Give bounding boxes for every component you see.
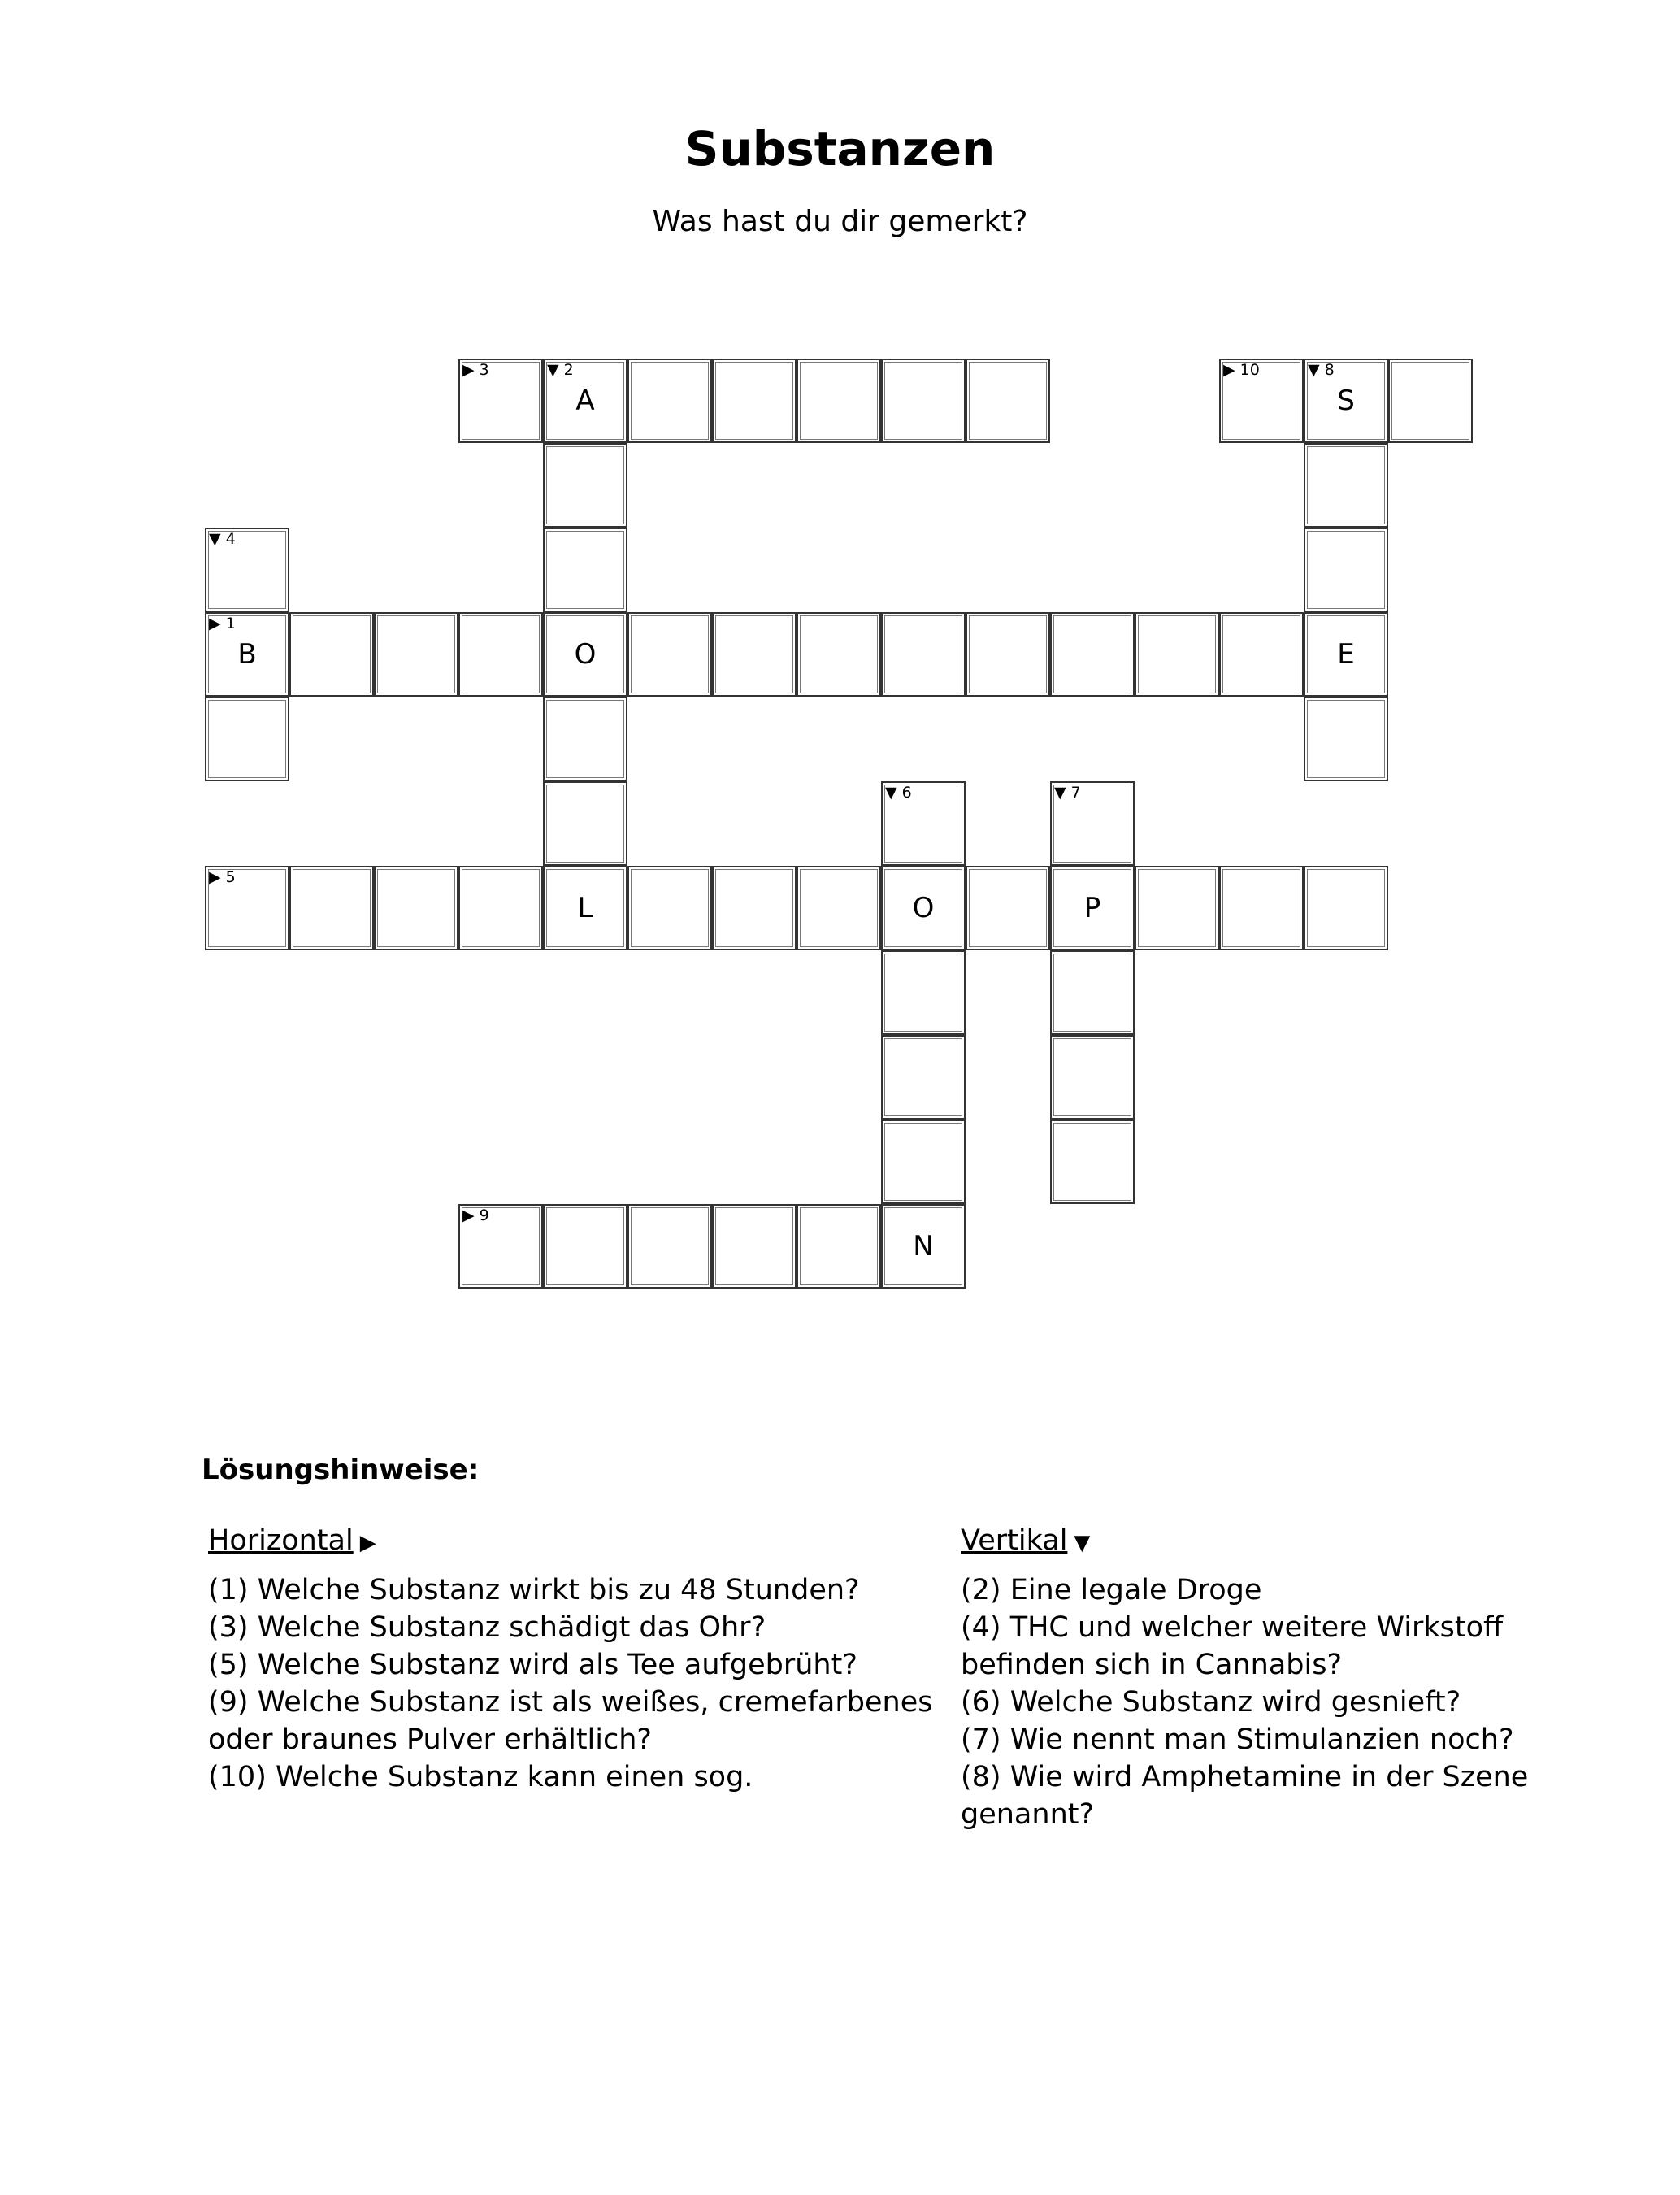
down-arrow-icon: ▼	[547, 361, 559, 379]
grid-cell[interactable]	[881, 612, 966, 697]
grid-cell[interactable]	[543, 359, 627, 443]
grid-cell[interactable]	[712, 866, 797, 950]
page-subtitle: Was hast du dir gemerkt?	[652, 205, 1028, 238]
grid-cell[interactable]	[1304, 359, 1388, 443]
grid-cell[interactable]	[881, 359, 966, 443]
clue-number-value: 3	[474, 361, 489, 379]
grid-cell[interactable]	[543, 612, 627, 697]
grid-cell[interactable]	[1050, 781, 1135, 866]
clue-number-value: 10	[1235, 361, 1260, 379]
grid-cell[interactable]	[881, 781, 966, 866]
given-letter: E	[1337, 638, 1355, 671]
clue-down-2: (2) Eine legale Droge	[961, 1574, 1262, 1606]
down-arrow-icon: ▼	[885, 784, 897, 802]
grid-cell[interactable]	[205, 697, 289, 781]
grid-cell[interactable]	[458, 612, 543, 697]
clue-number	[1054, 784, 1081, 802]
grid-cell[interactable]	[966, 866, 1050, 950]
grid-cell[interactable]	[1219, 612, 1304, 697]
clue-across-9: (9) Welche Substanz ist als weißes, cremefarbenes oder braunes Pulver erhältlich?	[208, 1686, 933, 1756]
clue-number	[209, 868, 236, 886]
grid-cell[interactable]	[1304, 528, 1388, 612]
grid-cell[interactable]	[1304, 866, 1388, 950]
clue-number-value: 1	[220, 615, 236, 632]
grid-cell[interactable]	[205, 866, 289, 950]
grid-cell[interactable]	[1050, 1035, 1135, 1119]
vertical-clues	[961, 1522, 1562, 1833]
grid-cell[interactable]	[205, 612, 289, 697]
clue-number	[1223, 361, 1260, 379]
grid-cell[interactable]	[881, 1119, 966, 1204]
grid-cell[interactable]	[712, 612, 797, 697]
grid-cell[interactable]	[1050, 612, 1135, 697]
given-letter: O	[574, 638, 597, 671]
grid-cell[interactable]	[1304, 612, 1388, 697]
grid-cell[interactable]	[1219, 866, 1304, 950]
grid-cell[interactable]	[289, 612, 374, 697]
clue-across-10: (10) Welche Substanz kann einen sog.	[208, 1761, 753, 1793]
grid-cell[interactable]	[881, 950, 966, 1035]
grid-cell[interactable]	[881, 1204, 966, 1289]
page-title: Substanzen	[684, 121, 996, 176]
grid-cell[interactable]	[543, 866, 627, 950]
given-letter: S	[1337, 385, 1355, 417]
grid-cell[interactable]	[712, 1204, 797, 1289]
grid-cell[interactable]	[374, 866, 458, 950]
grid-cell[interactable]	[1219, 359, 1304, 443]
grid-cell[interactable]	[374, 612, 458, 697]
grid-cell[interactable]	[627, 359, 712, 443]
clue-number-value: 4	[220, 530, 236, 548]
vertical-heading	[961, 1522, 1562, 1562]
grid-cell[interactable]	[797, 1204, 881, 1289]
horizontal-label: Horizontal	[208, 1524, 354, 1557]
grid-cell[interactable]	[881, 866, 966, 950]
down-arrow-icon: ▼	[209, 530, 221, 548]
clue-number	[1308, 361, 1335, 379]
horizontal-heading	[208, 1522, 940, 1562]
clue-down-8: (8) Wie wird Amphetamine in der Szene genannt?	[961, 1761, 1529, 1831]
grid-cell[interactable]	[1050, 1119, 1135, 1204]
clue-number-value: 5	[220, 868, 236, 886]
clue-across-3: (3) Welche Substanz schädigt das Ohr?	[208, 1611, 766, 1644]
hints-heading: Lösungshinweise:	[202, 1454, 480, 1486]
grid-cell[interactable]	[543, 697, 627, 781]
right-arrow-icon: ▶	[462, 361, 475, 379]
given-letter: B	[237, 638, 257, 671]
down-arrow-icon: ▼	[1054, 784, 1066, 802]
grid-cell[interactable]	[458, 866, 543, 950]
grid-cell[interactable]	[458, 1204, 543, 1289]
clue-number	[885, 784, 912, 802]
grid-cell[interactable]	[289, 866, 374, 950]
down-arrow-icon: ▼	[1308, 361, 1320, 379]
clue-number	[462, 1206, 489, 1224]
grid-cell[interactable]	[797, 866, 881, 950]
clue-number	[547, 361, 574, 379]
grid-cell[interactable]	[1304, 443, 1388, 528]
clue-number-value: 7	[1066, 784, 1081, 802]
clue-across-5: (5) Welche Substanz wird als Tee aufgebrüht?	[208, 1649, 857, 1681]
clue-number-value: 2	[558, 361, 574, 379]
grid-cell[interactable]	[1050, 866, 1135, 950]
given-letter: A	[575, 385, 595, 417]
grid-cell[interactable]	[712, 359, 797, 443]
grid-cell[interactable]	[543, 781, 627, 866]
grid-cell[interactable]	[205, 528, 289, 612]
grid-cell[interactable]	[797, 612, 881, 697]
grid-cell[interactable]	[543, 443, 627, 528]
grid-cell[interactable]	[797, 359, 881, 443]
right-arrow-icon: ▶	[462, 1206, 475, 1224]
right-arrow-icon: ▶	[359, 1531, 376, 1555]
clue-down-4: (4) THC und welcher weitere Wirkstoff befinden sich in Cannabis?	[961, 1611, 1504, 1681]
horizontal-clues	[208, 1522, 940, 1796]
right-arrow-icon: ▶	[209, 615, 221, 632]
vertical-label: Vertikal	[961, 1524, 1068, 1557]
clue-number	[462, 361, 489, 379]
given-letter: O	[912, 892, 935, 924]
grid-cell[interactable]	[881, 1035, 966, 1119]
clue-number-value: 6	[896, 784, 912, 802]
grid-cell[interactable]	[966, 359, 1050, 443]
grid-cell[interactable]	[627, 612, 712, 697]
clue-number	[209, 615, 236, 632]
clue-number-value: 9	[474, 1206, 489, 1224]
grid-cell[interactable]	[458, 359, 543, 443]
down-arrow-icon: ▼	[1074, 1531, 1091, 1555]
given-letter: L	[577, 892, 593, 924]
clue-down-6: (6) Welche Substanz wird gesnieft?	[961, 1686, 1461, 1719]
grid-cell[interactable]	[627, 1204, 712, 1289]
grid-cell[interactable]	[966, 612, 1050, 697]
given-letter: N	[913, 1230, 934, 1263]
grid-cell[interactable]	[1050, 950, 1135, 1035]
clue-number	[209, 530, 236, 548]
right-arrow-icon: ▶	[1223, 361, 1235, 379]
grid-cell[interactable]	[543, 528, 627, 612]
right-arrow-icon: ▶	[209, 868, 221, 886]
grid-cell[interactable]	[1135, 612, 1219, 697]
given-letter: P	[1083, 892, 1101, 924]
grid-cell[interactable]	[1135, 866, 1219, 950]
grid-cell[interactable]	[1304, 697, 1388, 781]
clue-across-1: (1) Welche Substanz wirkt bis zu 48 Stunden?	[208, 1574, 860, 1606]
grid-cell[interactable]	[1388, 359, 1473, 443]
clue-down-7: (7) Wie nennt man Stimulanzien noch?	[961, 1723, 1514, 1756]
grid-cell[interactable]	[543, 1204, 627, 1289]
grid-cell[interactable]	[627, 866, 712, 950]
clue-number-value: 8	[1319, 361, 1335, 379]
